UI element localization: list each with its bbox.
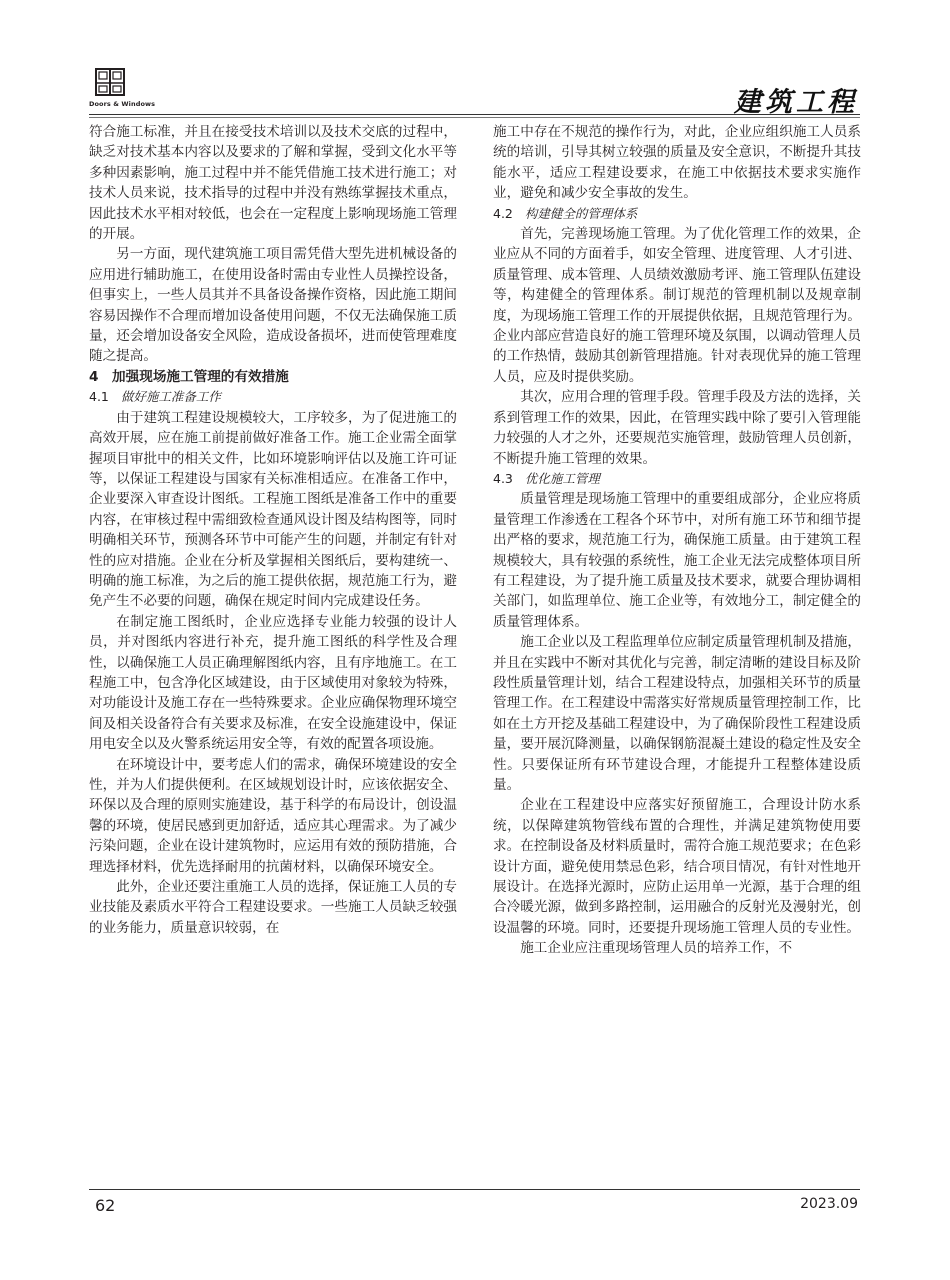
paragraph: 在环境设计中，要考虑人们的需求，确保环境建设的安全性，并为人们提供便利。在区域规划设计时，应该依据安全、环保以及合理的原则实施建设，基于科学的布局设计，创设温馨的环境，使居民感到更加舒适，适应其心理需求。为了减少污染问题，企业在设计建筑物时，应运用有效的预防措施，合理选择材料，优先选择耐用的抗菌材料，以确保环境安全。	[89, 756, 457, 875]
subsection-number: 4.3	[493, 470, 513, 486]
subsection-title: 优化施工管理	[524, 470, 600, 486]
paragraph: 在制定施工图纸时，企业应选择专业能力较强的设计人员，并对图纸内容进行补充，提升施工图纸的科学性及合理性，以确保施工人员正确理解图纸内容，且有序地施工。在工程施工中，包含净化区域建设，由于区域使用对象较为特殊，对功能设计及施工存在一些特殊要求。企业应确保物理环境空间及相关设备符合有关要求及标准，在安全设施建设中，保证用电安全以及火警系统运用安全等，有效的配置各项设施。	[89, 613, 457, 753]
paragraph: 另一方面，现代建筑施工项目需凭借大型先进机械设备的应用进行辅助施工，在使用设备时需由专业性人员操控设备，但事实上，一些人员其并不具备设备操作资格，因此施工期间容易因操作不合理而增加设备使用问题，不仅无法确保施工质量，还会增加设备安全风险，造成设备损坏，进而使管理难度随之提高。	[89, 246, 457, 365]
paragraph: 首先，完善现场施工管理。为了优化管理工作的效果，企业应从不同的方面着手，如安全管理、进度管理、人才引进、质量管理、成本管理、人员绩效激励考评、施工管理队伍建设等，构建健全的管理体系。制订规范的管理机制以及规章制度，为现场施工管理工作的开展提供依据，且规范管理行为。企业内部应营造良好的施工管理环境及氛围，以调动管理人员的工作热情，鼓励其创新管理措施。针对表现优异的施工管理人员，应及时提供奖励。	[493, 226, 861, 385]
paragraph: 企业在工程建设中应落实好预留施工，合理设计防水系统，以保障建筑物管线布置的合理性，并满足建筑物使用要求。在控制设备及材料质量时，需符合施工规范要求；在色彩设计方面，避免使用禁忌色彩，结合项目情况，有针对性地开展设计。在选择光源时，应防止运用单一光源，基于合理的组合冷暖光源，做到多路控制，运用融合的反射光及漫射光，创设温馨的环境。同时，还要提升现场施工管理人员的专业性。	[493, 797, 861, 936]
subsection-title: 构建健全的管理体系	[524, 205, 638, 221]
logo-tagline: Doors & Windows	[89, 100, 156, 108]
subsection-heading	[89, 387, 457, 407]
header-rule	[89, 114, 860, 115]
header-rule-thin	[89, 117, 860, 118]
section-heading: 4 加强现场施工管理的有效措施	[89, 368, 289, 385]
footer-rule	[89, 1189, 860, 1190]
paragraph: 其次，应用合理的管理手段。管理手段及方法的选择，关系到管理工作的效果，因此，在管理实践中除了要引入管理能力较强的人才之外，还要规范实施管理，鼓励管理人员创新，不断提升施工管理的效果。	[493, 389, 861, 467]
magazine-logo	[89, 68, 179, 112]
paragraph: 施工企业应注重现场管理人员的培养工作，不	[520, 940, 793, 957]
issue-date: 2023.09	[800, 1196, 858, 1212]
paragraph: 施工中存在不规范的操作行为，对此，企业应组织施工人员系统的培训，引导其树立较强的质量及安全意识，不断提升其技能水平，适应工程建设要求，在施工中依据技术要求实施作业，避免和减少安全事故的发生。	[493, 124, 861, 202]
paragraph: 质量管理是现场施工管理中的重要组成部分，企业应将质量管理工作渗透在工程各个环节中，对所有施工环节和细节提出严格的要求，规范施工行为，确保施工质量。由于建筑工程规模较大，具有较强的系统性，施工企业无法完成整体项目所有工程建设，为了提升施工质量及技术要求，就要合理协调相关部门，如监理单位、施工企业等，有效地分工，制定健全的质量管理体系。	[493, 491, 861, 630]
subsection-number: 4.1	[89, 389, 109, 405]
subsection-title: 做好施工准备工作	[120, 389, 221, 405]
paragraph: 此外，企业还要注重施工人员的选择，保证施工人员的专业技能及素质水平符合工程建设要求。一些施工人员缺乏较强的业务能力，质量意识较弱，在	[89, 879, 457, 936]
paragraph: 由于建筑工程建设规模较大，工序较多，为了促进施工的高效开展，应在施工前提前做好准备工作。施工企业需全面掌握项目审批中的相关文件，比如环境影响评估以及施工许可证等，以保证工程建设与国家有关标准相适应。在准备工作中，企业要深入审查设计图纸。工程施工图纸是准备工作中的重要内容，在审核过程中需细致检查通风设计图及结构图等，同时明确相关环节，预测各环节中可能产生的问题，并制定有针对性的应对措施。企业在分析及掌握相关图纸后，要构建统一、明确的施工标准，为之后的施工提供依据，规范施工行为，避免产生不必要的问题，确保在规定时间内完成建设任务。	[89, 409, 457, 610]
right-column	[493, 122, 861, 959]
subsection-heading	[493, 469, 861, 489]
window-logo-icon	[95, 68, 125, 96]
paragraph: 施工企业以及工程监理单位应制定质量管理机制及措施，并且在实践中不断对其优化与完善，制定清晰的建设目标及阶段性质量管理计划，结合工程建设特点，加强相关环节的质量管理工作。在工程建设中需落实好常规质量管理控制工作，比如在土方开挖及基础工程建设中，为了确保阶段性工程建设质量，要开展沉降测量，以确保钢筋混凝土建设的稳定性及安全性。只要保证所有环节建设合理，才能提升工程整体建设质量。	[493, 634, 861, 793]
subsection-heading	[493, 204, 861, 224]
page-number: 62	[95, 1196, 116, 1215]
journal-section-title: 建筑工程	[734, 87, 858, 118]
paragraph: 符合施工标准，并且在接受技术培训以及技术交底的过程中，缺乏对技术基本内容以及要求的了解和掌握，受到文化水平等多种因素影响，施工过程中并不能凭借施工技术进行施工；对技术人员来说，技术指导的过程中并没有熟练掌握技术重点，因此技术水平相对较低，也会在一定程度上影响现场施工管理的开展。	[89, 124, 457, 243]
subsection-number: 4.2	[493, 205, 513, 221]
left-column	[89, 122, 457, 938]
